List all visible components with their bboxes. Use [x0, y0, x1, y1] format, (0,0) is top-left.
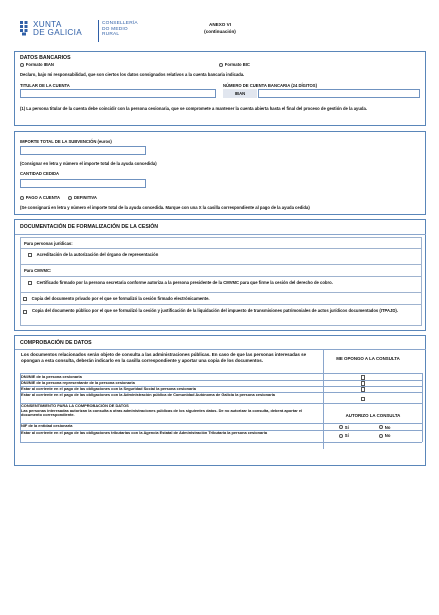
public-doc-label: Copia del documento público por el que se formalizó la cesión y justificación de la liquidación del impuesto de transmisiones patrimoniales de actos jurídicos documentados (ITPAJD).: [32, 308, 398, 313]
logo-text-medio: DO MEDIO: [102, 26, 128, 32]
amounts-section: [14, 131, 426, 215]
private-doc-checkbox[interactable]: [23, 297, 27, 301]
iban-radio[interactable]: [20, 63, 24, 67]
cmvmc-header: Para CMVMC:: [24, 268, 52, 273]
data-check-intro: Los documentos relacionados serán objeto de consulta a las administraciones públicas. En caso de que las personas interesadas se opongan a esta consulta, deberán indicarlo en la casilla correspondiente y aportar una copia de los documentos.: [21, 352, 307, 363]
auth-tax-yes-label: Sí: [344, 433, 349, 438]
total-subsidy-hint: (Consignar en letra y número el importe total de la ayuda concedida): [20, 161, 157, 166]
auth-nif-yes-label: Sí: [344, 424, 349, 430]
oppose-header: ME OPONGO A LA CONSULTA: [336, 356, 400, 361]
holder-label: TITULAR DE LA CUENTA: [20, 83, 70, 88]
final-payment-label: DEFINITIVA: [73, 195, 97, 200]
iban-option[interactable]: [20, 62, 54, 67]
legal-authorization-checkbox[interactable]: [28, 253, 32, 257]
account-number-label: NÚMERO DE CUENTA BANCARIA (24 DÍGITOS): [223, 83, 317, 88]
cmvmc-certificate-label: Certificado firmado por la persona secretaria conforme autoriza a la persona presidente de la CMVMC para que firme la cesión del derecho de cobro.: [36, 280, 333, 285]
oppose-row-representative: DNI/NIE de la persona representante de la persona cesionaria: [21, 379, 135, 385]
annex-subtitle: (continuación): [204, 29, 236, 34]
bank-declaration: Declaro, bajo mi responsabilidad, que son ciertos los datos consignados relativos a la cuenta bancaria indicada.: [20, 72, 245, 77]
ceded-amount-input[interactable]: [20, 179, 146, 188]
bank-section: [14, 51, 426, 126]
iban-prefix-label: IBAN: [234, 91, 246, 96]
auth-nif-no-radio[interactable]: [379, 425, 383, 429]
legal-persons-block: [20, 237, 422, 265]
logo-text-conselleria: CONSELLERÍA: [102, 21, 138, 26]
auth-nif-yes-radio[interactable]: [339, 425, 343, 429]
data-check-section: [14, 335, 426, 466]
cmvmc-certificate-checkbox[interactable]: [28, 281, 32, 285]
annex-title: ANEXO VI: [209, 22, 231, 27]
bic-option[interactable]: [219, 62, 250, 67]
auth-tax-no-radio[interactable]: [379, 434, 383, 438]
final-payment-radio[interactable]: [68, 196, 72, 200]
total-subsidy-input[interactable]: [20, 146, 146, 155]
account-payment-label: PAGO A CUENTA: [25, 195, 60, 200]
auth-tax-no-label: No: [384, 433, 391, 438]
logo-text-galicia: DE GALICIA: [33, 28, 82, 38]
documents-section: [14, 219, 426, 331]
public-doc-checkbox[interactable]: [23, 310, 27, 314]
legal-persons-header: Para personas jurídicas:: [24, 241, 73, 246]
consent-title: CONSENTIMIENTO PARA LA COMPROBACIÓN DE DATOS: [21, 403, 129, 408]
data-check-title: COMPROBACIÓN DE DATOS: [20, 340, 92, 346]
oppose-dni-checkbox[interactable]: [361, 375, 365, 379]
oppose-row-social-security: Estar al corriente en el pago de las obligaciones con la Seguridad Social la persona cesionaria: [21, 385, 196, 391]
ceded-amount-hint: (Se consignará en letra y número el importe total de la ayuda concedida. Marque con una X la casilla correspondiente al pago de la ayuda cedida): [20, 205, 310, 210]
auth-nif-no-label: No: [384, 424, 391, 430]
logo-divider: [98, 20, 99, 42]
bank-note: (1) La persona titular de la cuenta debe coincidir con la persona cesionaria, que se compromete a mantener la cuenta abierta hasta el final del proceso de gestión de la ayuda.: [20, 106, 367, 111]
bic-radio[interactable]: [219, 63, 223, 67]
auth-tax-yes-radio[interactable]: [339, 434, 343, 438]
account-number-input[interactable]: [258, 89, 420, 98]
authorize-header: AUTORIZO LA CONSULTA: [345, 413, 401, 418]
bic-option-label: Formato BIC: [224, 62, 250, 67]
documents-section-title: DOCUMENTACIÓN DE FORMALIZACIÓN DE LA CESIÓN: [20, 224, 159, 230]
oppose-row-dni: DNI/NIE de la persona cesionaria: [21, 373, 82, 379]
ceded-amount-label: CANTIDAD CEDIDA: [20, 171, 60, 176]
account-payment-radio[interactable]: [20, 196, 24, 200]
auth-row-nif: NIF de la entidad cesionaria: [21, 423, 73, 428]
public-doc-row: [20, 304, 422, 326]
cmvmc-block: [20, 264, 422, 293]
payment-type-options: [20, 195, 97, 200]
oppose-row-galicia: Estar al corriente en el pago de las obligaciones con la Administración pública de Comunidad Autónoma de Galicia la persona cesionaria: [21, 392, 275, 397]
auth-row-tax: Estar al corriente en el pago de las obligaciones tributarias con la Agencia Estatal de Administración Tributaria la persona cesionaria: [21, 430, 267, 435]
logo-text-rural: RURAL: [102, 32, 120, 37]
total-subsidy-label: IMPORTE TOTAL DE LA SUBVENCIÓN (euros): [20, 139, 112, 144]
bank-section-title: DATOS BANCARIOS: [20, 55, 71, 61]
consent-text: Las personas interesadas autorizan la consulta a otras administraciones públicas de los siguientes datos. De no autorizar la consulta, deberá aportar el documento correspondiente.: [21, 407, 303, 418]
iban-option-label: Formato IBAN: [25, 62, 54, 67]
private-doc-label: Copia del documento privado por el que se formalizó la cesión firmado electrónicamente.: [31, 296, 210, 301]
iban-prefix-box: [223, 89, 257, 98]
legal-authorization-label: Acreditación de la autorización del órgano de representación: [36, 252, 159, 257]
account-holder-input[interactable]: [20, 89, 216, 98]
xunta-logo-icon: [19, 20, 30, 36]
logo-text-xunta: XUNTA: [33, 20, 62, 29]
oppose-galicia-checkbox[interactable]: [361, 397, 365, 401]
